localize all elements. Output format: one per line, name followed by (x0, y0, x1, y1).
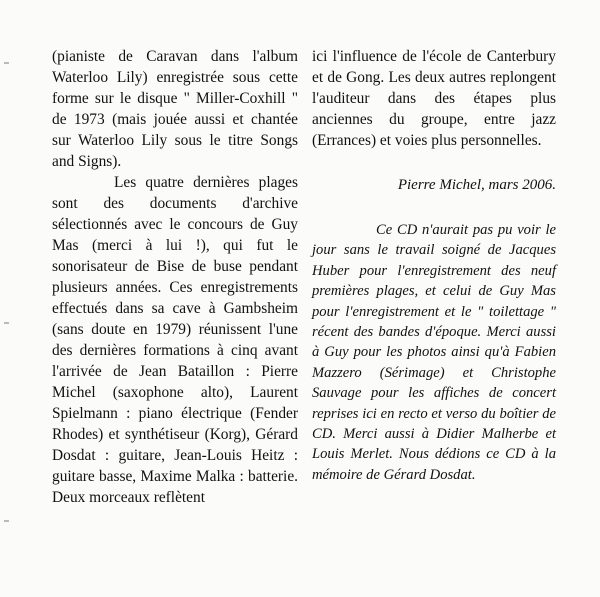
scan-mark (4, 322, 9, 324)
signature: Pierre Michel, mars 2006. (397, 177, 556, 193)
left-paragraph-2: Les quatre dernières plages sont des documents d'archive sélectionnés avec le concours de Guy Mas (merci à lui !), qui fut le sonorisateur de Bise de buse pendant plusieurs années. Ces enregistrements effectués dans sa cave à Gambsheim (sans doute en 1979) réunissent l'une des dernières formations à cinq avant l'arrivée de Jean Bataillon : Pierre Michel (saxophone alto), Laurent Spielmann : piano électrique (Fender Rhodes) et synthétiseur (Korg), Gérard Dosdat : guitare, Jean-Louis Heitz : guitare basse, Maxime Malka : batterie. Deux morceaux reflètent (52, 174, 298, 506)
right-column (312, 46, 556, 485)
acknowledgements: Ce CD n'aurait pas pu voir le jour sans le travail soigné de Jacques Huber pour l'enregistrement des neuf premières plages, et celui de Guy Mas pour l'enregistrement et le " toilettage " récent des bandes d'époque. Merci aussi à Guy pour les photos ainsi qu'à Fabien Mazzero (Sérimage) et Christophe Sauvage pour les affiches de concert reprises ici en recto et verso du boîtier de CD. Merci aussi à Didier Malherbe et Louis Merlet. Nous dédions ce CD à la mémoire de Gérard Dosdat. (312, 222, 556, 483)
scan-mark (4, 62, 9, 64)
scan-mark (4, 520, 9, 522)
left-paragraph-1: (pianiste de Caravan dans l'album Waterloo Lily) enregistrée sous cette forme sur le disque " Miller-Coxhill " de 1973 (mais jouée aussi et chantée sur Waterloo Lily sous le titre Songs and Signs). (52, 48, 298, 170)
left-column (52, 46, 298, 508)
right-paragraph-1: ici l'influence de l'école de Canterbury et de Gong. Les deux autres replongent l'auditeur dans des étapes plus anciennes du groupe, entre jazz (Errances) et voies plus personnelles. (312, 48, 556, 149)
